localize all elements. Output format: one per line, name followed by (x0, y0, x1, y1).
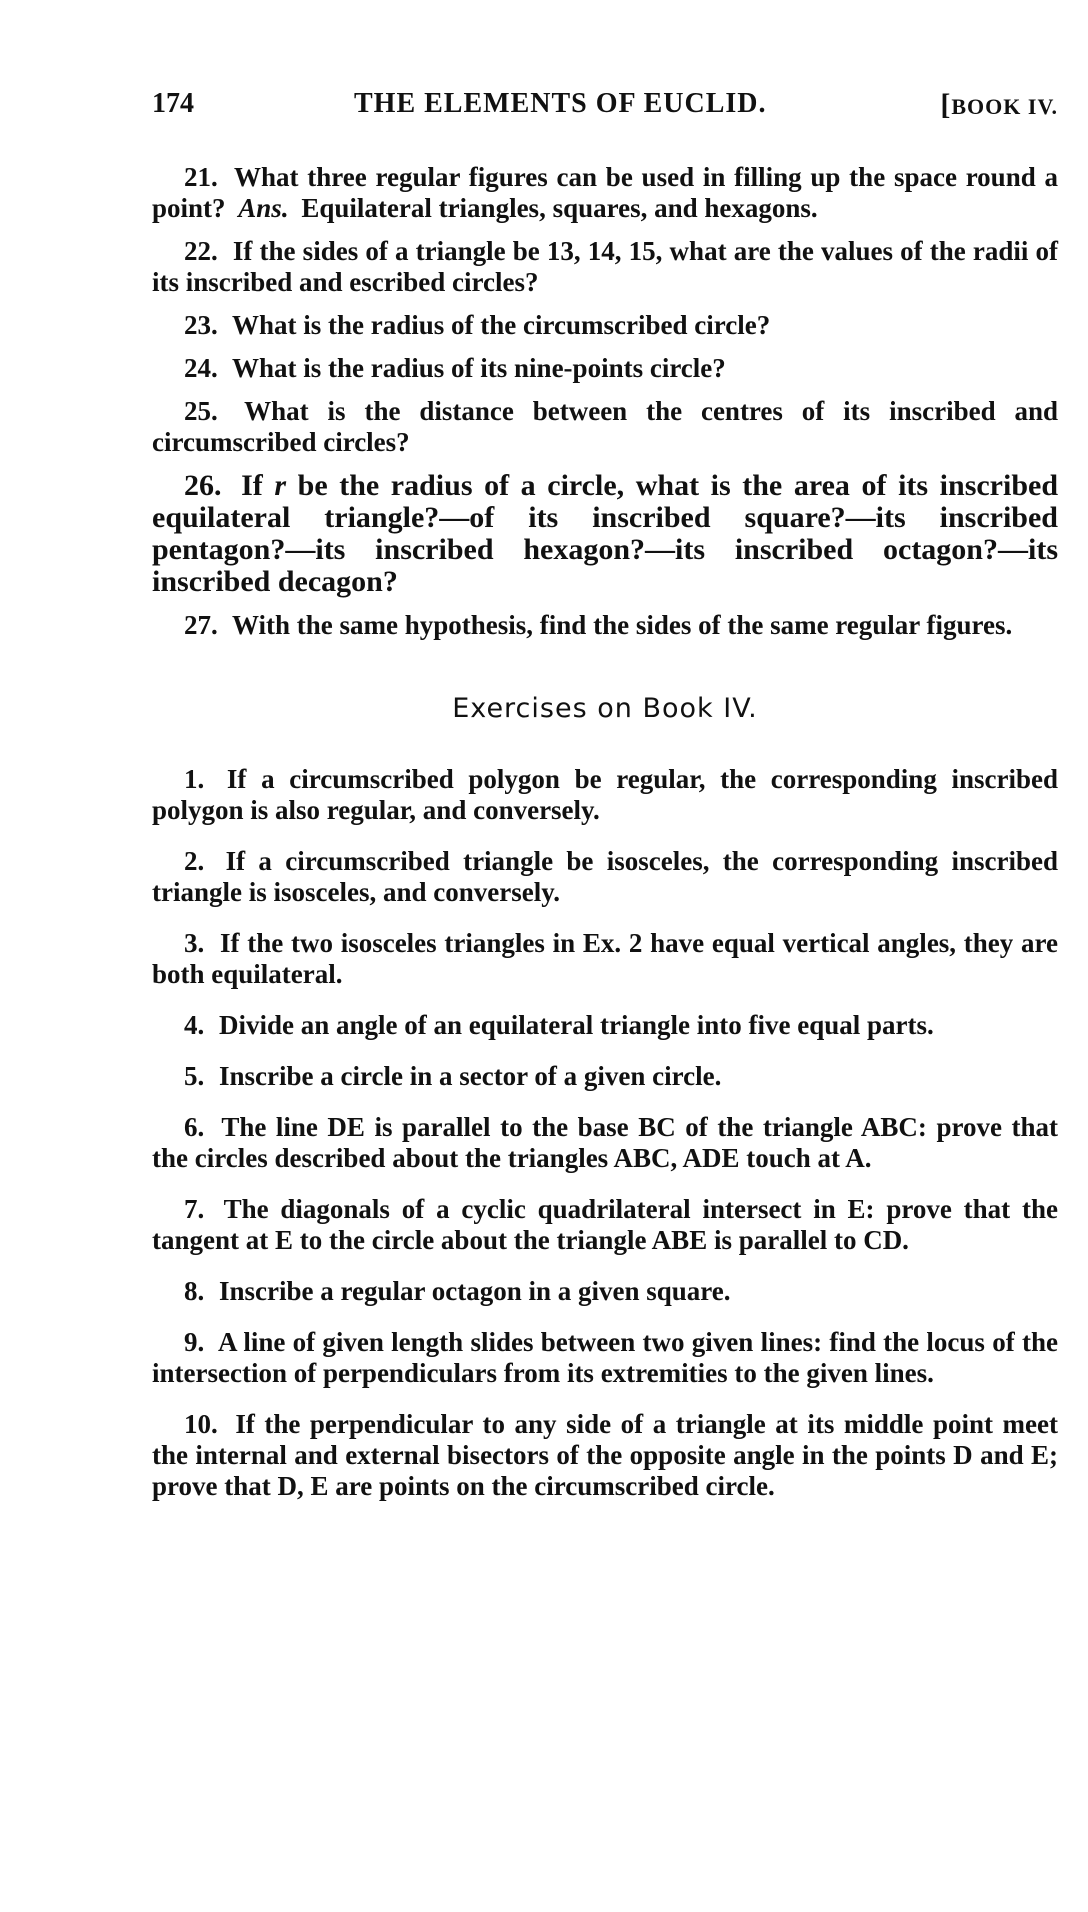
item-text: Inscribe a regular octagon in a given square. (219, 1276, 731, 1306)
exercise-item (152, 846, 1058, 908)
item-number: 1. (184, 764, 205, 794)
exercise-item (152, 1194, 1058, 1256)
exercise-item (152, 1409, 1058, 1502)
book-label-text: BOOK IV. (951, 94, 1058, 119)
question-item (152, 396, 1058, 458)
item-text: If a circumscribed triangle be isosceles, the corresponding inscribed triangle is isosceles, and conversely. (152, 846, 1058, 907)
item-number: 3. (184, 928, 205, 958)
answer-text: Equilateral triangles, squares, and hexagons. (301, 193, 818, 223)
exercise-item (152, 1276, 1058, 1307)
item-number: 24. (184, 353, 218, 383)
item-number: 10. (184, 1409, 218, 1439)
item-number: 22. (184, 236, 218, 266)
item-text: If the perpendicular to any side of a triangle at its middle point meet the internal and external bisectors of the opposite angle in the points D and E; prove that D, E are points on the circumscribed circle. (152, 1409, 1059, 1501)
book-bracket: [ (940, 88, 952, 121)
item-number: 8. (184, 1276, 205, 1306)
exercise-list (152, 764, 1058, 1502)
item-text: The diagonals of a cyclic quadrilateral intersect in E: prove that the tangent at E to the circle about the triangle ABE is parallel to CD. (152, 1194, 1058, 1255)
item-text: What is the radius of the circumscribed circle? (232, 310, 771, 340)
item-number: 7. (184, 1194, 205, 1224)
exercise-item (152, 1112, 1058, 1174)
item-text: If the sides of a triangle be 13, 14, 15, what are the values of the radii of its inscribed and escribed circles? (152, 236, 1059, 297)
running-header (152, 88, 1058, 128)
item-number: 25. (184, 396, 218, 426)
item-text: Inscribe a circle in a sector of a given circle. (219, 1061, 722, 1091)
item-text: With the same hypothesis, find the sides of the same regular figures. (232, 610, 1013, 640)
question-item (152, 236, 1058, 298)
item-text: Divide an angle of an equilateral triangle into five equal parts. (219, 1010, 934, 1040)
page-number: 174 (152, 88, 194, 119)
item-text: The line DE is parallel to the base BC of the triangle ABC: prove that the circles described about the triangles ABC, ADE touch at A. (152, 1112, 1058, 1173)
item-text: If a circumscribed polygon be regular, the corresponding inscribed polygon is also regular, and conversely. (152, 764, 1059, 825)
item-number: 27. (184, 610, 218, 640)
item-number: 9. (184, 1327, 205, 1357)
item-number: 6. (184, 1112, 205, 1142)
question-item (152, 162, 1058, 224)
item-number: 2. (184, 846, 205, 876)
question-item (152, 610, 1058, 641)
book-label (940, 88, 1058, 122)
item-number: 5. (184, 1061, 205, 1091)
question-item (152, 310, 1058, 341)
item-text: What three regular figures can be used in filling up the space round a point? (152, 162, 1058, 223)
exercise-item (152, 1010, 1058, 1041)
item-number: 23. (184, 310, 218, 340)
item-text: What is the radius of its nine-points circle? (232, 353, 726, 383)
section-title: Exercises on Book IV. (452, 693, 758, 724)
running-title: THE ELEMENTS OF EUCLID. (354, 88, 767, 119)
exercise-item (152, 1061, 1058, 1092)
item-text: A line of given length slides between two given lines: find the locus of the intersection of perpendiculars from its extremities to the given lines. (152, 1327, 1058, 1388)
item-number: 21. (184, 162, 218, 192)
item-text-continued: be the radius of a circle, what is the area of its inscribed equilateral triangle?—of its inscribed square?—its inscribed pentagon?—its inscribed hexagon?—its inscribed octagon?—its inscribed decagon? (152, 469, 1059, 598)
question-item (152, 353, 1058, 384)
answer-label: Ans. (238, 193, 289, 223)
item-number: 4. (184, 1010, 205, 1040)
question-item (152, 470, 1058, 598)
exercise-item (152, 928, 1058, 990)
book-page (152, 88, 1058, 1522)
variable-r: r (274, 469, 287, 502)
item-text: What is the distance between the centres of its inscribed and circumscribed circles? (152, 396, 1059, 457)
question-list (152, 162, 1058, 641)
item-number: 26. (184, 469, 222, 502)
item-text: If the two isosceles triangles in Ex. 2 have equal vertical angles, they are both equilateral. (152, 928, 1059, 989)
exercise-item (152, 764, 1058, 826)
item-text: If (241, 469, 263, 502)
exercise-item (152, 1327, 1058, 1389)
